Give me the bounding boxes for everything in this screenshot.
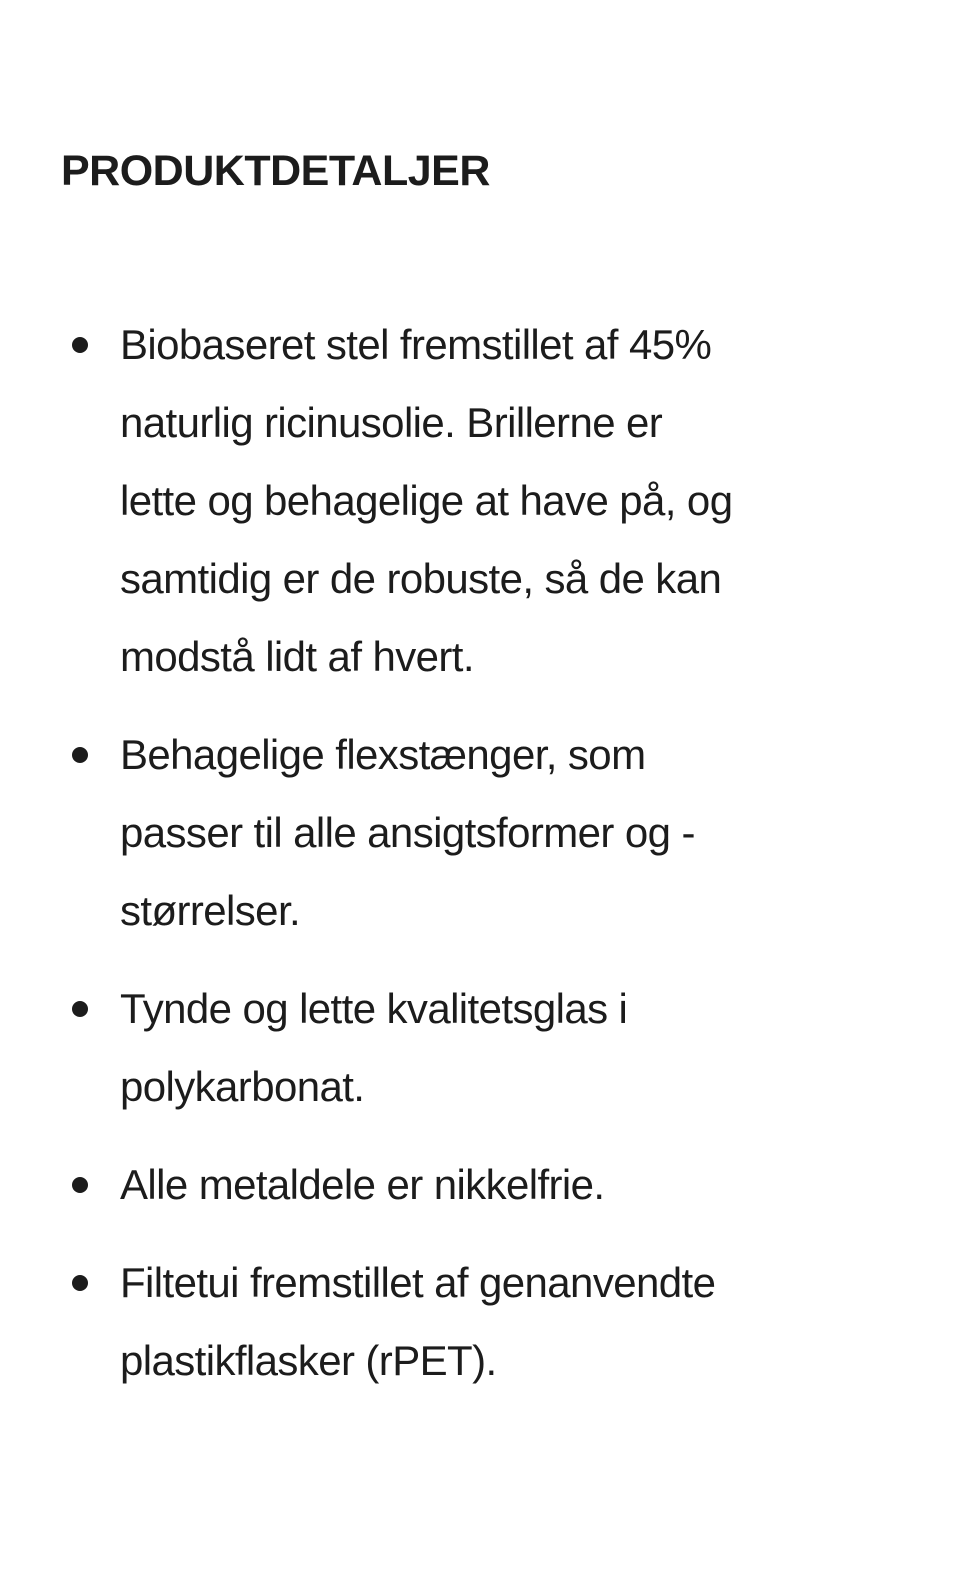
item-line: naturlig ricinusolie. Brillerne er <box>120 399 663 446</box>
product-details-list <box>0 306 900 1420</box>
item-line: Behagelige flexstænger, som <box>120 731 646 778</box>
item-line: Filtetui fremstillet af genanvendte <box>120 1259 716 1306</box>
bullet-icon <box>72 1001 88 1017</box>
section-title: PRODUKTDETALJER <box>61 147 490 195</box>
item-line: størrelser. <box>120 887 301 934</box>
item-line: Tynde og lette kvalitetsglas i <box>120 985 628 1032</box>
item-line: samtidig er de robuste, så de kan <box>120 555 722 602</box>
bullet-icon <box>72 747 88 763</box>
item-line: Alle metaldele er nikkelfrie. <box>120 1161 605 1208</box>
item-line: polykarbonat. <box>120 1063 365 1110</box>
list-item <box>0 1244 820 1400</box>
list-item <box>0 1146 820 1224</box>
list-item <box>0 970 820 1126</box>
item-line: Biobaseret stel fremstillet af 45% <box>120 321 712 368</box>
list-item <box>0 306 820 696</box>
item-line: modstå lidt af hvert. <box>120 633 474 680</box>
item-line: lette og behagelige at have på, og <box>120 477 733 524</box>
list-item <box>0 716 820 950</box>
bullet-icon <box>72 337 88 353</box>
bullet-icon <box>72 1275 88 1291</box>
bullet-icon <box>72 1177 88 1193</box>
item-line: plastikflasker (rPET). <box>120 1337 497 1384</box>
item-line: passer til alle ansigtsformer og - <box>120 809 695 856</box>
